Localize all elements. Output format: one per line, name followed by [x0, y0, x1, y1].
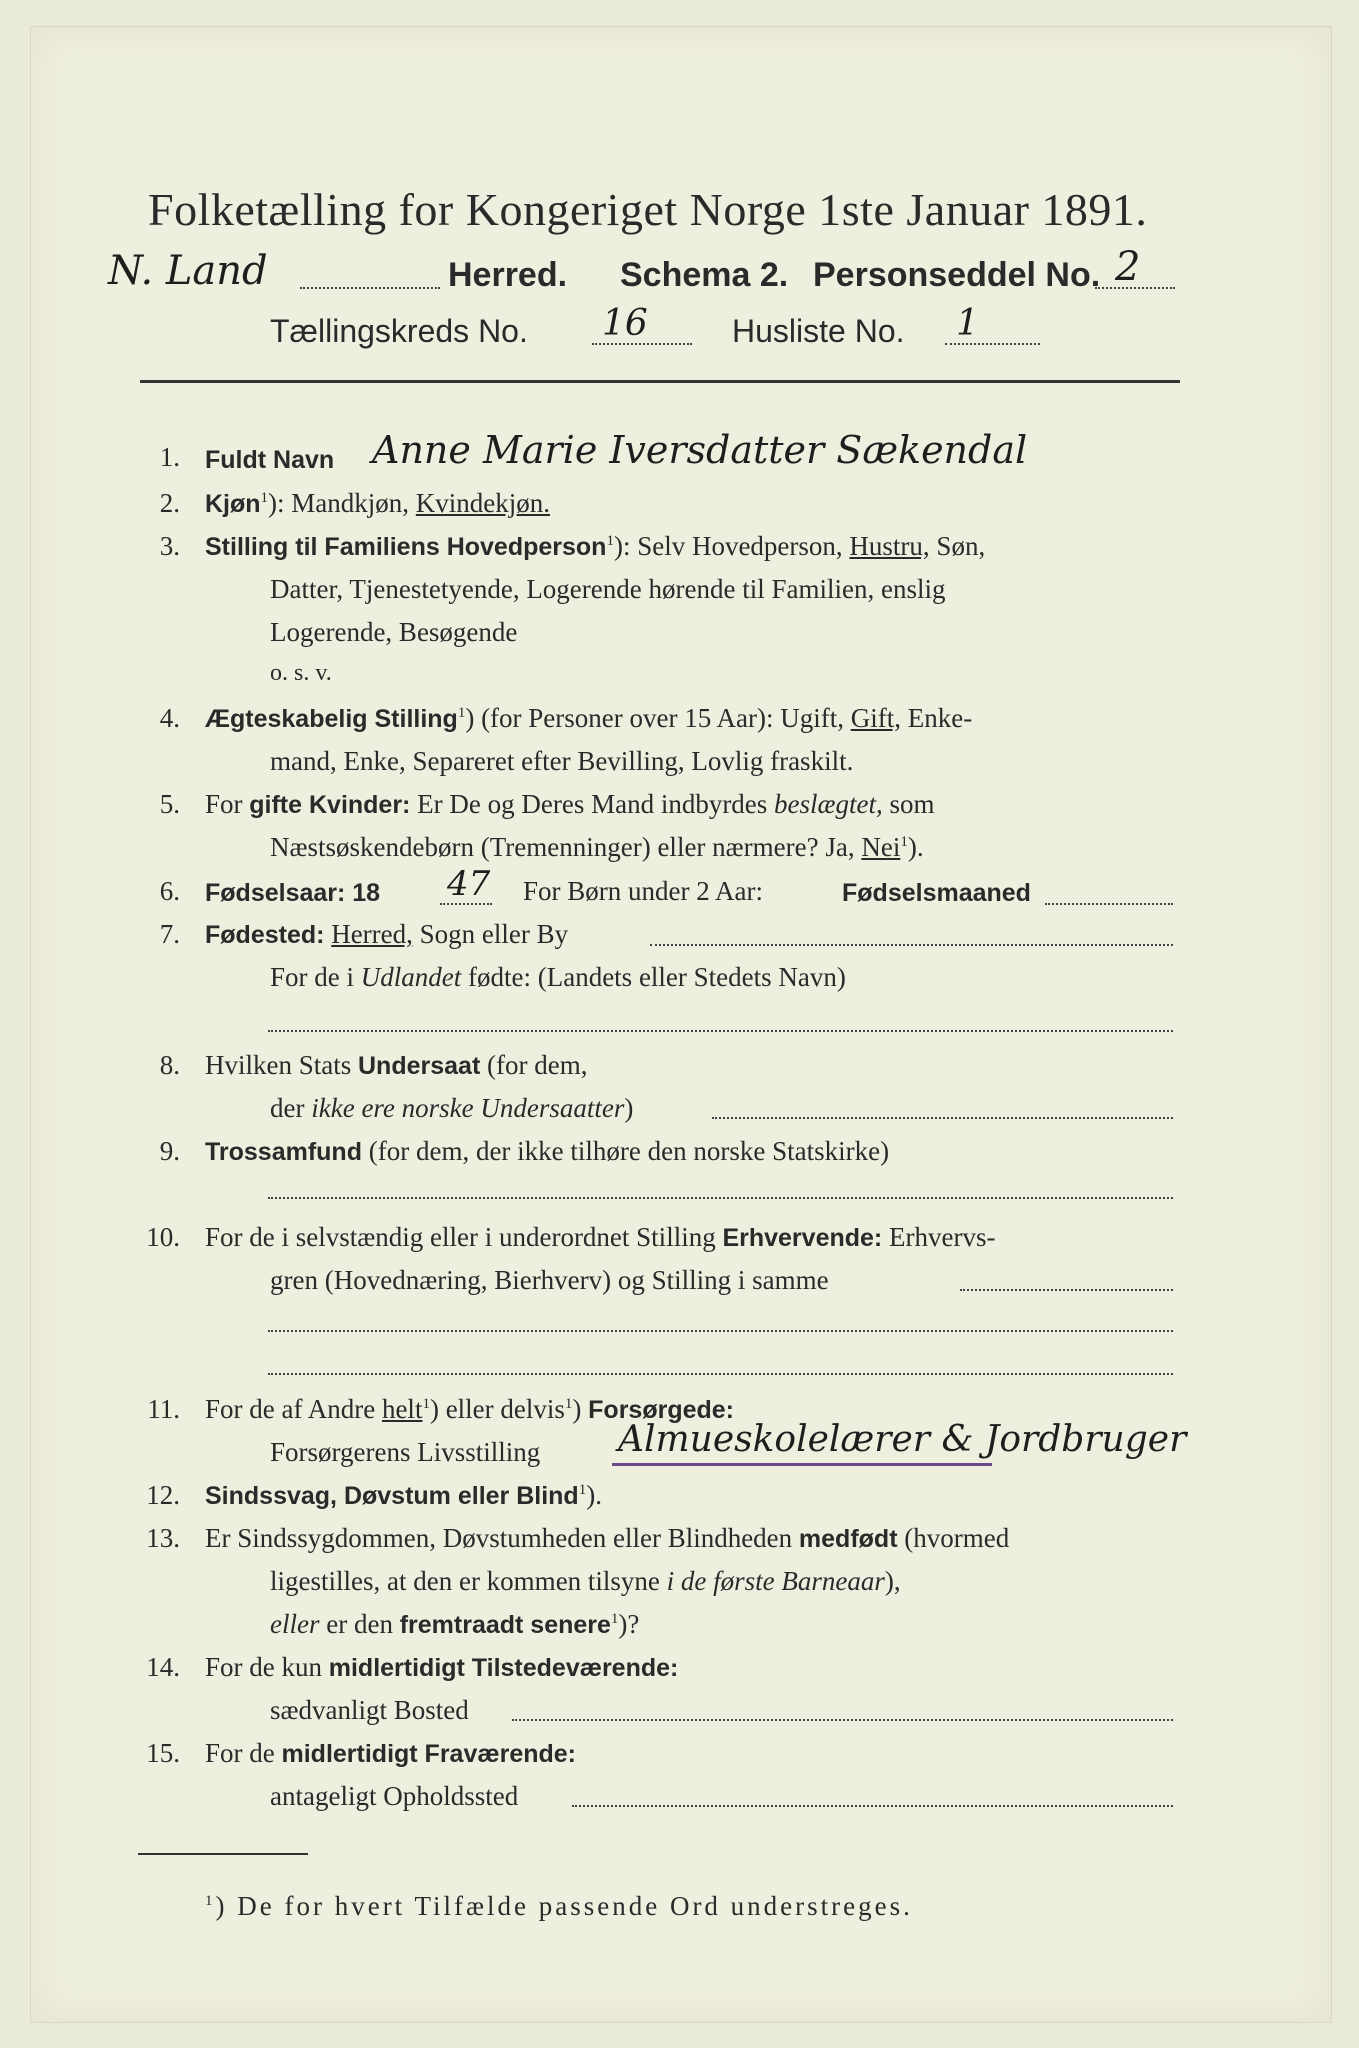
- citizenship-label: Undersaat: [358, 1052, 481, 1080]
- usual-residence-label: sædvanligt Bosted: [270, 1695, 469, 1725]
- full-name-value: Anne Marie Iversdatter Sækendal: [372, 428, 1028, 472]
- congenital-text-end: (hvormed: [904, 1523, 1010, 1553]
- birth-month-text: For Børn under 2 Aar:: [523, 876, 763, 906]
- family-position-line-2: Datter, Tjenestetyende, Logerende hørende til Familien, enslig: [270, 574, 946, 604]
- family-position-line-4: o. s. v.: [270, 660, 332, 686]
- item-number: 3.: [159, 531, 180, 561]
- marital-status-line-2: mand, Enke, Separeret efter Bevilling, Lovlig fraskilt.: [270, 746, 854, 776]
- supported-text: For de af Andre: [205, 1394, 376, 1424]
- occupation-dotted-line: [960, 1289, 1173, 1291]
- congenital-line-3-text: er den: [326, 1609, 393, 1639]
- sex-label: Kjøn: [205, 490, 261, 518]
- birthplace-label: Fødested:: [205, 921, 325, 949]
- family-position-line-3: Logerende, Besøgende: [270, 617, 518, 647]
- form-title: Folketælling for Kongeriget Norge 1ste Januar 1891.: [148, 184, 1148, 235]
- supported-label: Forsørgede:: [588, 1396, 735, 1424]
- item-number: 6.: [159, 876, 180, 906]
- footnote-ref: 1: [606, 533, 614, 549]
- provider-occupation-label: Forsørgerens Livsstilling: [270, 1437, 541, 1467]
- probable-residence-label: antageligt Opholdssted: [270, 1781, 519, 1811]
- personseddel-dotted-line: [1095, 287, 1175, 289]
- marital-status-selected: Gift,: [850, 703, 901, 733]
- family-position-options-end: Søn,: [936, 531, 986, 561]
- item-number: 1.: [159, 442, 180, 472]
- footnote-rule: [138, 1853, 308, 1855]
- sex-line: [205, 488, 550, 519]
- married-women-line-2-text: Næstsøskendebørn (Tremenninger) eller nærmere? Ja,: [270, 832, 855, 862]
- temporary-present-text: For de kun: [205, 1652, 322, 1682]
- married-women-end: ).: [907, 832, 924, 862]
- birthplace-dotted-line: [650, 944, 1173, 946]
- herred-value: N. Land: [108, 248, 268, 294]
- congenital-line-3-bold: fremtraadt senere: [399, 1611, 611, 1639]
- birthplace-options: Sogn eller By: [419, 919, 569, 949]
- birth-month-dotted-line: [1045, 903, 1173, 905]
- occupation-text-end: Erhvervs-: [889, 1222, 996, 1252]
- item-number: 14.: [146, 1652, 180, 1682]
- birth-year-dotted-line: [440, 903, 492, 905]
- disability-end: ).: [586, 1480, 602, 1510]
- temporary-absent-text: For de: [205, 1738, 275, 1768]
- congenital-line: [205, 1523, 1009, 1554]
- married-women-label: gifte Kvinder:: [249, 791, 411, 819]
- husliste-label: Husliste No.: [732, 313, 905, 349]
- occupation-line-2: gren (Hovednæring, Bierhverv) og Stilling i samme: [270, 1265, 829, 1295]
- occupation-answer-line-1: [268, 1330, 1173, 1332]
- citizenship-text: Hvilken Stats: [205, 1050, 352, 1080]
- birthplace-line-2: [270, 962, 846, 993]
- supported-text-3: ): [572, 1394, 582, 1424]
- full-name-label: Fuldt Navn: [205, 446, 335, 474]
- citizenship-line-2: [270, 1093, 633, 1124]
- footnote-ref: 1: [564, 1396, 573, 1412]
- occupation-answer-line-2: [268, 1373, 1173, 1375]
- footnote-ref: 1: [260, 490, 269, 506]
- temporary-absent-line: [205, 1738, 576, 1769]
- kreds-dotted-line: [592, 343, 692, 345]
- marital-status-options: ) (for Personer over 15 Aar): Ugift,: [465, 703, 844, 733]
- citizenship-line-2-italic: ikke ere norske Undersaatter: [311, 1093, 625, 1123]
- religion-dotted-line: [268, 1197, 1173, 1199]
- congenital-line-2-text: ligestilles, at den er kommen tilsyne: [270, 1566, 660, 1596]
- foreign-born-text: For de i: [270, 962, 354, 992]
- congenital-label: medfødt: [798, 1525, 898, 1553]
- item-number: 7.: [159, 919, 180, 949]
- item-number: 4.: [159, 703, 180, 733]
- citizenship-dotted-line: [712, 1117, 1173, 1119]
- congenital-line-3-end: )?: [618, 1609, 640, 1639]
- congenital-line-2: [270, 1566, 901, 1597]
- footnote-marker: 1: [205, 1893, 216, 1909]
- congenital-line-2-end: ),: [884, 1566, 901, 1596]
- disability-line: [205, 1480, 602, 1511]
- herred-dotted-line: [300, 287, 440, 289]
- birth-year-value: 47: [447, 864, 491, 904]
- husliste-dotted-line: [945, 343, 1040, 345]
- item-number: 12.: [146, 1480, 180, 1510]
- citizenship-line-2-end: ): [624, 1093, 634, 1123]
- foreign-born-italic: Udlandet: [360, 962, 462, 992]
- sex-selected: Kvindekjøn.: [415, 488, 551, 518]
- citizenship-line: [205, 1050, 587, 1081]
- citizenship-text-end: (for dem,: [487, 1050, 588, 1080]
- header-rule: [140, 380, 1180, 383]
- married-women-line: [205, 789, 935, 820]
- provider-occupation-underline: [612, 1463, 992, 1466]
- kreds-value: 16: [602, 303, 648, 344]
- footnote-ref: 1: [610, 1611, 619, 1627]
- marital-status-options-end: Enke-: [907, 703, 973, 733]
- married-women-text: For: [205, 789, 243, 819]
- married-women-line-2: [270, 832, 924, 863]
- footnote-ref: 1: [578, 1482, 587, 1498]
- supported-selected: helt: [381, 1394, 423, 1424]
- birthplace-answer-line: [268, 1030, 1173, 1032]
- temporary-absent-label: midlertidigt Fraværende:: [281, 1740, 576, 1768]
- birthplace-selected: Herred,: [331, 919, 413, 949]
- supported-text-2: ) eller delvis: [429, 1394, 565, 1424]
- item-number: 9.: [159, 1136, 180, 1166]
- birth-year-label: Fødselsaar: 18: [205, 879, 381, 907]
- temporary-present-label: midlertidigt Tilstedeværende:: [328, 1654, 679, 1682]
- probable-residence-dotted-line: [572, 1805, 1173, 1807]
- item-number: 5.: [159, 789, 180, 819]
- married-women-question-end: som: [889, 789, 935, 819]
- temporary-present-line: [205, 1652, 678, 1683]
- item-number: 2.: [159, 488, 180, 518]
- footnote-ref: 1: [457, 705, 466, 721]
- occupation-label: Erhvervende:: [722, 1224, 883, 1252]
- schema-label: Schema 2.: [620, 256, 789, 294]
- personseddel-label: Personseddel No.: [813, 256, 1101, 294]
- provider-occupation-value: Almueskolelærer & Jordbruger: [618, 1419, 1187, 1460]
- religion-label: Trossamfund: [205, 1138, 362, 1166]
- congenital-text: Er Sindssygdommen, Døvstumheden eller Blindheden: [205, 1523, 793, 1553]
- occupation-text: For de i selvstændig eller i underordnet Stilling: [205, 1222, 716, 1252]
- item-number: 8.: [159, 1050, 180, 1080]
- married-women-question: Er De og Deres Mand indbyrdes: [417, 789, 768, 819]
- disability-label: Sindssvag, Døvstum eller Blind: [205, 1482, 579, 1510]
- kreds-label: Tællingskreds No.: [270, 313, 528, 349]
- footnote-ref: 1: [900, 834, 908, 850]
- congenital-line-3: [270, 1609, 639, 1640]
- married-women-related: beslægtet,: [774, 789, 883, 819]
- family-position-label: Stilling til Familiens Hovedperson: [205, 533, 607, 561]
- occupation-line: [205, 1222, 995, 1253]
- congenital-line-2-italic: i de første Barneaar: [666, 1566, 885, 1596]
- item-number: 11.: [147, 1394, 180, 1424]
- item-number: 13.: [146, 1523, 180, 1553]
- footnote: [205, 1891, 913, 1922]
- item-number: 10.: [146, 1222, 180, 1252]
- religion-text: (for dem, der ikke tilhøre den norske Statskirke): [368, 1136, 890, 1166]
- personseddel-value: 2: [1115, 244, 1141, 290]
- religion-line: [205, 1136, 889, 1167]
- citizenship-line-2-text: der: [270, 1093, 305, 1123]
- foreign-born-text-end: fødte: (Landets eller Stedets Navn): [468, 962, 846, 992]
- marital-status-label: Ægteskabelig Stilling: [205, 705, 458, 733]
- family-position-selected: Hustru,: [849, 531, 930, 561]
- usual-residence-dotted-line: [512, 1719, 1173, 1721]
- husliste-value: 1: [956, 303, 979, 344]
- footnote-text: ) De for hvert Tilfælde passende Ord understreges.: [215, 1891, 913, 1921]
- family-position-line: [205, 531, 985, 562]
- census-form-sheet: [30, 26, 1332, 2023]
- herred-label: Herred.: [448, 256, 568, 294]
- sex-options: ): Mandkjøn,: [268, 488, 410, 518]
- birthplace-line: [205, 919, 568, 950]
- birth-month-label: Fødselsmaaned: [842, 879, 1031, 907]
- married-women-selected: Nei: [861, 832, 901, 862]
- footnote-ref: 1: [422, 1396, 430, 1412]
- family-position-options: ): Selv Hovedperson,: [613, 531, 843, 561]
- congenital-line-3-italic: eller: [270, 1609, 320, 1639]
- marital-status-line: [205, 703, 972, 734]
- item-number: 15.: [146, 1738, 180, 1768]
